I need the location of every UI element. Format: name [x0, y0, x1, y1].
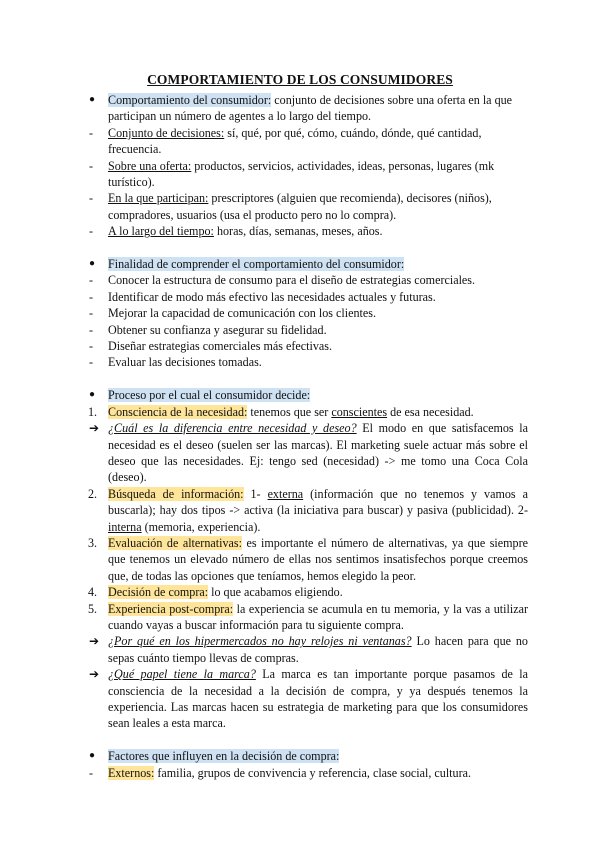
header-label: Comportamiento del consumidor: — [108, 93, 272, 107]
dash-marker: - — [89, 339, 94, 354]
spacer — [90, 240, 528, 256]
item-text: sí, qué, por qué, cómo, cuándo, dónde, qué cantidad, frecuencia. — [108, 125, 482, 157]
page-title: COMPORTAMIENTO DE LOS CONSUMIDORES — [147, 72, 453, 87]
note-question: ¿Cuál es la diferencia entre necesidad y deseo? — [108, 421, 357, 436]
step-text: (información que no tenemos y vamos a buscarla); hay dos tipos -> activa (la iniciativa para buscar) y pasiva (publicidad). 2- — [108, 486, 528, 518]
list-item — [90, 158, 528, 191]
step-number: 2. — [88, 486, 98, 501]
arrow-note — [90, 420, 528, 486]
bullet-marker: ● — [89, 750, 96, 762]
numbered-step — [90, 535, 528, 584]
arrow-icon: ➔ — [89, 667, 100, 682]
dash-marker: - — [89, 191, 94, 206]
step-number: 1. — [88, 404, 98, 419]
list-item — [90, 272, 528, 288]
item-text: Mejorar la capacidad de comunicación con los clientes. — [108, 306, 376, 321]
header-label: Factores que influyen en la decisión de compra: — [108, 749, 340, 764]
note-question: ¿Qué papel tiene la marca? — [108, 667, 256, 682]
section-header-factores — [90, 748, 528, 764]
step-text: tenemos que ser — [247, 404, 332, 419]
item-term: En la que participan: — [108, 191, 209, 206]
step-label: Evaluación de alternativas: — [108, 535, 242, 550]
section-header-proceso — [90, 387, 528, 403]
step-text: la experiencia se acumula en tu memoria, y la vas a utilizar cuando vayas a buscar información para tu siguiente compra. — [108, 601, 528, 632]
item-term: A lo largo del tiempo: — [108, 224, 214, 239]
step-text-underlined: externa — [267, 486, 304, 501]
item-text: familia, grupos de convivencia y referencia, clase social, cultura. — [154, 765, 472, 780]
list-item — [90, 354, 528, 370]
spacer — [90, 371, 528, 387]
dash-marker: - — [89, 322, 94, 337]
note-question: ¿Por qué en los hipermercados no hay relojes ni ventanas? — [108, 634, 412, 649]
dash-marker: - — [89, 355, 94, 370]
arrow-icon: ➔ — [89, 421, 100, 436]
step-label: Consciencia de la necesidad: — [108, 404, 248, 419]
item-text: Conocer la estructura de consumo para el diseño de estrategias comerciales. — [108, 273, 476, 288]
bullet-marker: ● — [89, 94, 96, 105]
note-answer: Lo hacen para que no sepas cuánto tiempo llevas de compras. — [108, 634, 528, 665]
item-text: Evaluar las decisiones tomadas. — [108, 355, 262, 370]
step-number: 3. — [88, 535, 98, 550]
header-text: conjunto de decisiones sobre una oferta en la que participan un número de agentes a lo largo del tiempo. — [108, 93, 513, 124]
list-item — [90, 305, 528, 321]
dash-marker: - — [89, 224, 94, 239]
item-text: horas, días, semanas, meses, años. — [213, 224, 383, 239]
item-text: Obtener su confianza y asegurar su fidelidad. — [108, 322, 327, 337]
step-label: Experiencia post-compra: — [108, 601, 234, 616]
step-number: 5. — [88, 601, 98, 616]
numbered-step — [90, 486, 528, 535]
list-item — [90, 125, 528, 158]
item-text: prescriptores (alguien que recomienda), decisores (niños), compradores, usuarios (usa el producto pero no lo compra). — [108, 191, 492, 222]
header-label: Finalidad de comprender el comportamiento del consumidor: — [108, 257, 405, 272]
list-item — [90, 322, 528, 338]
step-text: de esa necesidad. — [387, 404, 474, 419]
item-term: Externos: — [108, 765, 155, 780]
note-answer: La marca es tan importante porque pasamos de la consciencia de la necesidad a la decisión de compra, y ya después tenemos la experiencia. Las marcas hacen su estrategia de marketing para que los consumidores sean leales a esta marca. — [108, 667, 528, 731]
numbered-step — [90, 404, 528, 420]
list-item — [90, 190, 528, 223]
numbered-step — [90, 584, 528, 600]
step-text-underlined: conscientes — [331, 404, 388, 419]
step-number: 4. — [88, 585, 98, 600]
step-text: es importante el número de alternativas, ya que siempre que tenemos un elevado número de ellas nos sentimos insatisfechos porque creemos que, de todas las opciones que teníamos, hemos elegido la peor. — [108, 535, 528, 583]
list-item — [90, 223, 528, 239]
dash-marker: - — [89, 289, 94, 304]
numbered-step — [90, 601, 528, 634]
arrow-note — [90, 666, 528, 732]
bullet-marker: ● — [89, 389, 96, 401]
step-text: lo que acabamos eligiendo. — [208, 585, 343, 600]
section-header-finalidad — [90, 256, 528, 272]
spacer — [90, 732, 528, 748]
step-text: (memoria, experiencia). — [141, 519, 261, 534]
dash-marker: - — [89, 125, 94, 140]
arrow-note — [90, 633, 528, 666]
item-text: Identificar de modo más efectivo las necesidades actuales y futuras. — [108, 289, 436, 304]
dash-marker: - — [89, 158, 94, 173]
arrow-icon: ➔ — [89, 634, 100, 649]
step-text: 1- — [243, 486, 268, 501]
step-label: Decisión de compra: — [108, 585, 209, 600]
bullet-marker: ● — [89, 258, 96, 270]
dash-marker: - — [89, 273, 94, 288]
item-term: Sobre una oferta: — [108, 158, 192, 173]
list-item — [90, 338, 528, 354]
step-text-underlined: interna — [108, 519, 142, 534]
step-label: Búsqueda de información: — [108, 486, 244, 501]
dash-marker: - — [89, 765, 94, 780]
list-item — [90, 765, 528, 781]
list-item — [90, 289, 528, 305]
header-label: Proceso por el cual el consumidor decide: — [108, 388, 311, 403]
document-body — [90, 92, 528, 781]
item-term: Conjunto de decisiones: — [108, 125, 225, 140]
section-header-comportamiento — [90, 92, 528, 125]
item-text: productos, servicios, actividades, ideas, personas, lugares (mk turístico). — [108, 158, 495, 190]
note-answer: El modo en que satisfacemos la necesidad es el deseo (suelen ser las marcas). El marketing suele actuar más sobre el deseo que las necesidades. Ej: tengo sed (necesidad) -> me tomo una Coca Cola (deseo). — [108, 421, 528, 485]
item-text: Diseñar estrategias comerciales más efectivas. — [108, 339, 332, 354]
dash-marker: - — [89, 306, 94, 321]
